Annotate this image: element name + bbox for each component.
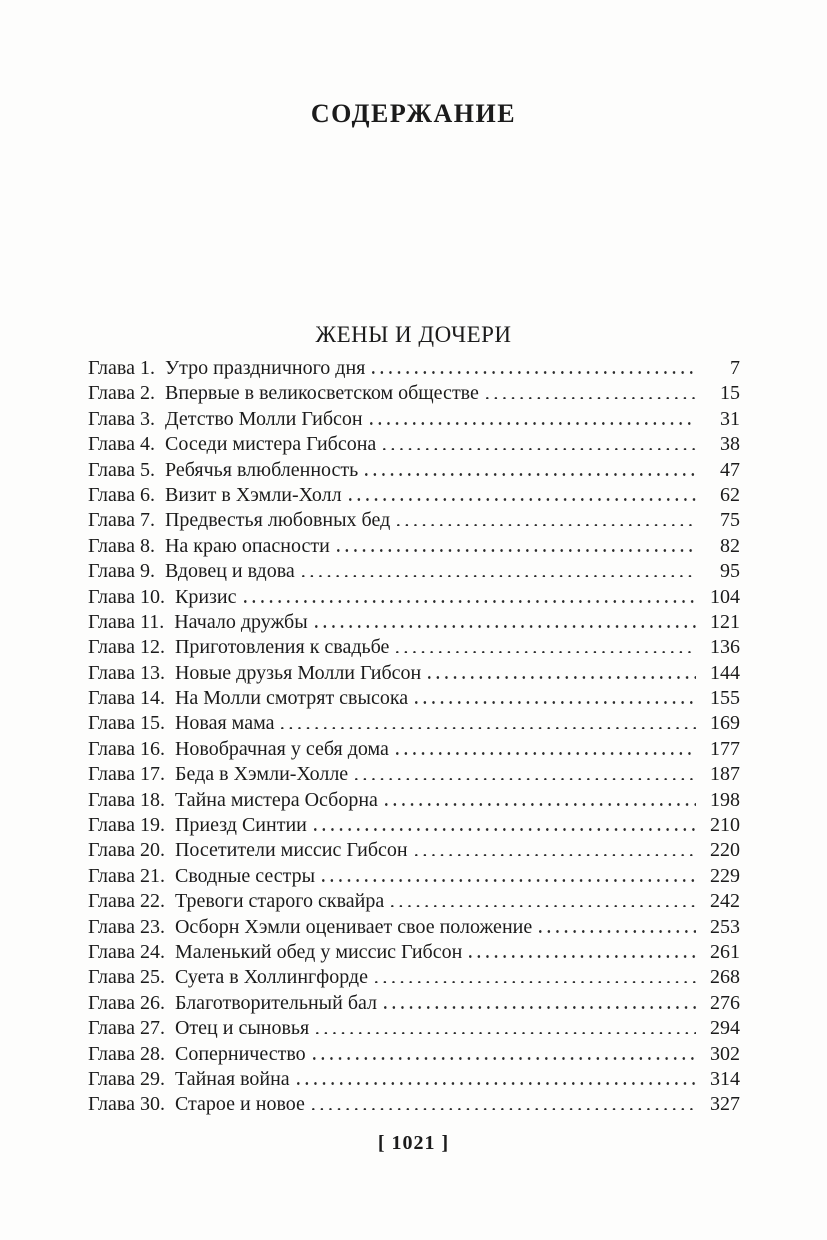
chapter-title: Отец и сыновья [174,1017,310,1040]
chapter-title: Новобрачная у себя дома [174,737,389,760]
toc-entry [88,585,740,610]
chapter-label: Глава 17. [88,763,165,786]
chapter-page-number: 229 [710,864,740,887]
chapter-page-number: 38 [720,433,740,456]
dot-leader [486,396,696,399]
toc-entry [88,1016,740,1041]
chapter-page-number: 104 [710,585,740,608]
dot-leader [383,447,696,450]
toc-entry [88,686,740,711]
chapter-label: Глава 4. [88,433,155,456]
toc-entry [88,458,740,483]
chapter-label: Глава 2. [88,382,155,405]
toc-entry [88,889,740,914]
chapter-page-number: 327 [710,1093,740,1116]
dot-leader [415,853,696,856]
dot-leader [415,701,696,704]
toc-entry [88,483,740,508]
chapter-page-number: 314 [710,1067,740,1090]
dot-leader [372,371,696,374]
toc-entry [88,1092,740,1117]
chapter-page-number: 220 [710,839,740,862]
toc-entry [88,407,740,432]
toc-entry [88,813,740,838]
toc-entry [88,737,740,762]
chapter-label: Глава 27. [88,1017,165,1040]
dot-leader [365,473,696,476]
chapter-label: Глава 7. [88,509,155,532]
toc-entry [88,356,740,381]
toc-entry [88,940,740,965]
dot-leader [302,574,696,577]
chapter-title: Тайная война [174,1067,290,1090]
chapter-page-number: 268 [710,966,740,989]
dot-leader [396,650,696,653]
chapter-page-number: 177 [710,737,740,760]
chapter-title: Соперничество [174,1042,306,1065]
chapter-title: Тревоги старого сквайра [174,890,385,913]
chapter-page-number: 62 [720,483,740,506]
chapter-title: Старое и новое [174,1093,305,1116]
toc-entry [88,432,740,457]
toc-entry [88,762,740,787]
dot-leader [384,1006,696,1009]
chapter-title: Соседи мистера Гибсона [164,433,377,456]
chapter-title: Сводные сестры [174,864,316,887]
chapter-title: Предвестья любовных бед [164,509,391,532]
dot-leader [314,828,696,831]
chapter-page-number: 187 [710,763,740,786]
chapter-page-number: 294 [710,1017,740,1040]
toc-entry [88,788,740,813]
chapter-label: Глава 9. [88,560,155,583]
chapter-page-number: 169 [710,712,740,735]
chapter-label: Глава 29. [88,1067,165,1090]
toc-entry [88,1042,740,1067]
chapter-label: Глава 30. [88,1093,165,1116]
chapter-page-number: 136 [710,636,740,659]
chapter-title: Визит в Хэмли-Холл [164,483,342,506]
chapter-label: Глава 26. [88,991,165,1014]
chapter-title: Начало дружбы [174,610,308,633]
toc-entry [88,838,740,863]
toc-entry [88,965,740,990]
dot-leader [539,930,696,933]
chapter-page-number: 82 [720,534,740,557]
toc-entry [88,1067,740,1092]
chapter-title: Новая мама [174,712,275,735]
chapter-title: Впервые в великосветском обществе [164,382,479,405]
chapter-label: Глава 23. [88,915,165,938]
chapter-label: Глава 13. [88,661,165,684]
toc-entry [88,610,740,635]
chapter-label: Глава 24. [88,940,165,963]
contents-heading: СОДЕРЖАНИЕ [310,99,517,128]
chapter-title: На краю опасности [164,534,330,557]
chapter-label: Глава 18. [88,788,165,811]
dot-leader [315,625,696,628]
chapter-label: Глава 10. [88,585,165,608]
dot-leader [385,803,696,806]
chapter-page-number: 261 [710,940,740,963]
folio-page-number: [ 1021 ] [377,1132,450,1154]
chapter-page-number: 198 [710,788,740,811]
chapter-page-number: 7 [730,357,740,379]
chapter-title: Ребячья влюбленность [164,458,359,481]
chapter-label: Глава 1. [88,357,155,379]
chapter-page-number: 253 [710,915,740,938]
chapter-page-number: 47 [720,458,740,481]
chapter-title: Детство Молли Гибсон [164,407,363,430]
chapter-title: Маленький обед у миссис Гибсон [174,940,463,963]
toc-entry [88,661,740,686]
dot-leader [337,549,696,552]
dot-leader [391,904,696,907]
dot-leader [281,726,696,729]
dot-leader [396,752,696,755]
dot-leader [397,523,696,526]
chapter-title: Утро праздничного дня [164,357,366,379]
dot-leader [375,980,696,983]
chapter-title: Суета в Холлингфорде [174,966,368,989]
chapter-label: Глава 12. [88,636,165,659]
dot-leader [297,1082,696,1085]
chapter-label: Глава 21. [88,864,165,887]
chapter-label: Глава 3. [88,407,155,430]
dot-leader [313,1057,696,1060]
chapter-label: Глава 6. [88,483,155,506]
chapter-title: Приготовления к свадьбе [174,636,390,659]
chapter-page-number: 144 [710,661,740,684]
toc-entry [88,864,740,889]
dot-leader [322,879,696,882]
chapter-label: Глава 25. [88,966,165,989]
toc-entry [88,711,740,736]
toc-entry [88,534,740,559]
chapter-page-number: 121 [710,610,740,633]
chapter-title: Осборн Хэмли оценивает свое положение [174,915,533,938]
dot-leader [244,600,696,603]
chapter-page-number: 31 [720,407,740,430]
chapter-title: Благотворительный бал [174,991,378,1014]
dot-leader [355,777,696,780]
chapter-title: Тайна мистера Осборна [174,788,378,811]
chapter-page-number: 276 [710,991,740,1014]
chapter-page-number: 242 [710,890,740,913]
chapter-page-number: 95 [720,560,740,583]
chapter-label: Глава 15. [88,712,165,735]
chapter-label: Глава 8. [88,534,155,557]
chapter-page-number: 75 [720,509,740,532]
chapter-label: Глава 20. [88,839,165,862]
chapter-label: Глава 19. [88,814,165,837]
dot-leader [312,1107,696,1110]
chapter-page-number: 210 [710,814,740,837]
dot-leader [370,422,696,425]
chapter-title: Беда в Хэмли-Холле [174,763,349,786]
dot-leader [469,955,696,958]
chapter-title: Посетители миссис Гибсон [174,839,408,862]
chapter-title: Вдовец и вдова [164,560,295,583]
chapter-title: Приезд Синтии [174,814,307,837]
chapter-label: Глава 5. [88,458,155,481]
dot-leader [349,498,696,501]
chapter-label: Глава 22. [88,890,165,913]
dot-leader [428,676,696,679]
toc-entry [88,508,740,533]
toc-entry [88,991,740,1016]
chapter-label: Глава 28. [88,1042,165,1065]
section-title: ЖЕНЫ И ДОЧЕРИ [315,322,512,347]
chapter-title: На Молли смотрят свысока [174,687,409,710]
chapter-page-number: 155 [710,687,740,710]
toc-entry [88,635,740,660]
chapter-title: Кризис [174,585,237,608]
chapter-page-number: 15 [720,382,740,405]
chapter-page-number: 302 [710,1042,740,1065]
chapter-title: Новые друзья Молли Гибсон [174,661,422,684]
chapter-label: Глава 11. [88,610,165,633]
table-of-contents [88,356,740,1118]
chapter-label: Глава 14. [88,687,165,710]
toc-entry [88,915,740,940]
toc-entry [88,559,740,584]
dot-leader [316,1031,696,1034]
chapter-label: Глава 16. [88,737,165,760]
toc-entry [88,381,740,406]
